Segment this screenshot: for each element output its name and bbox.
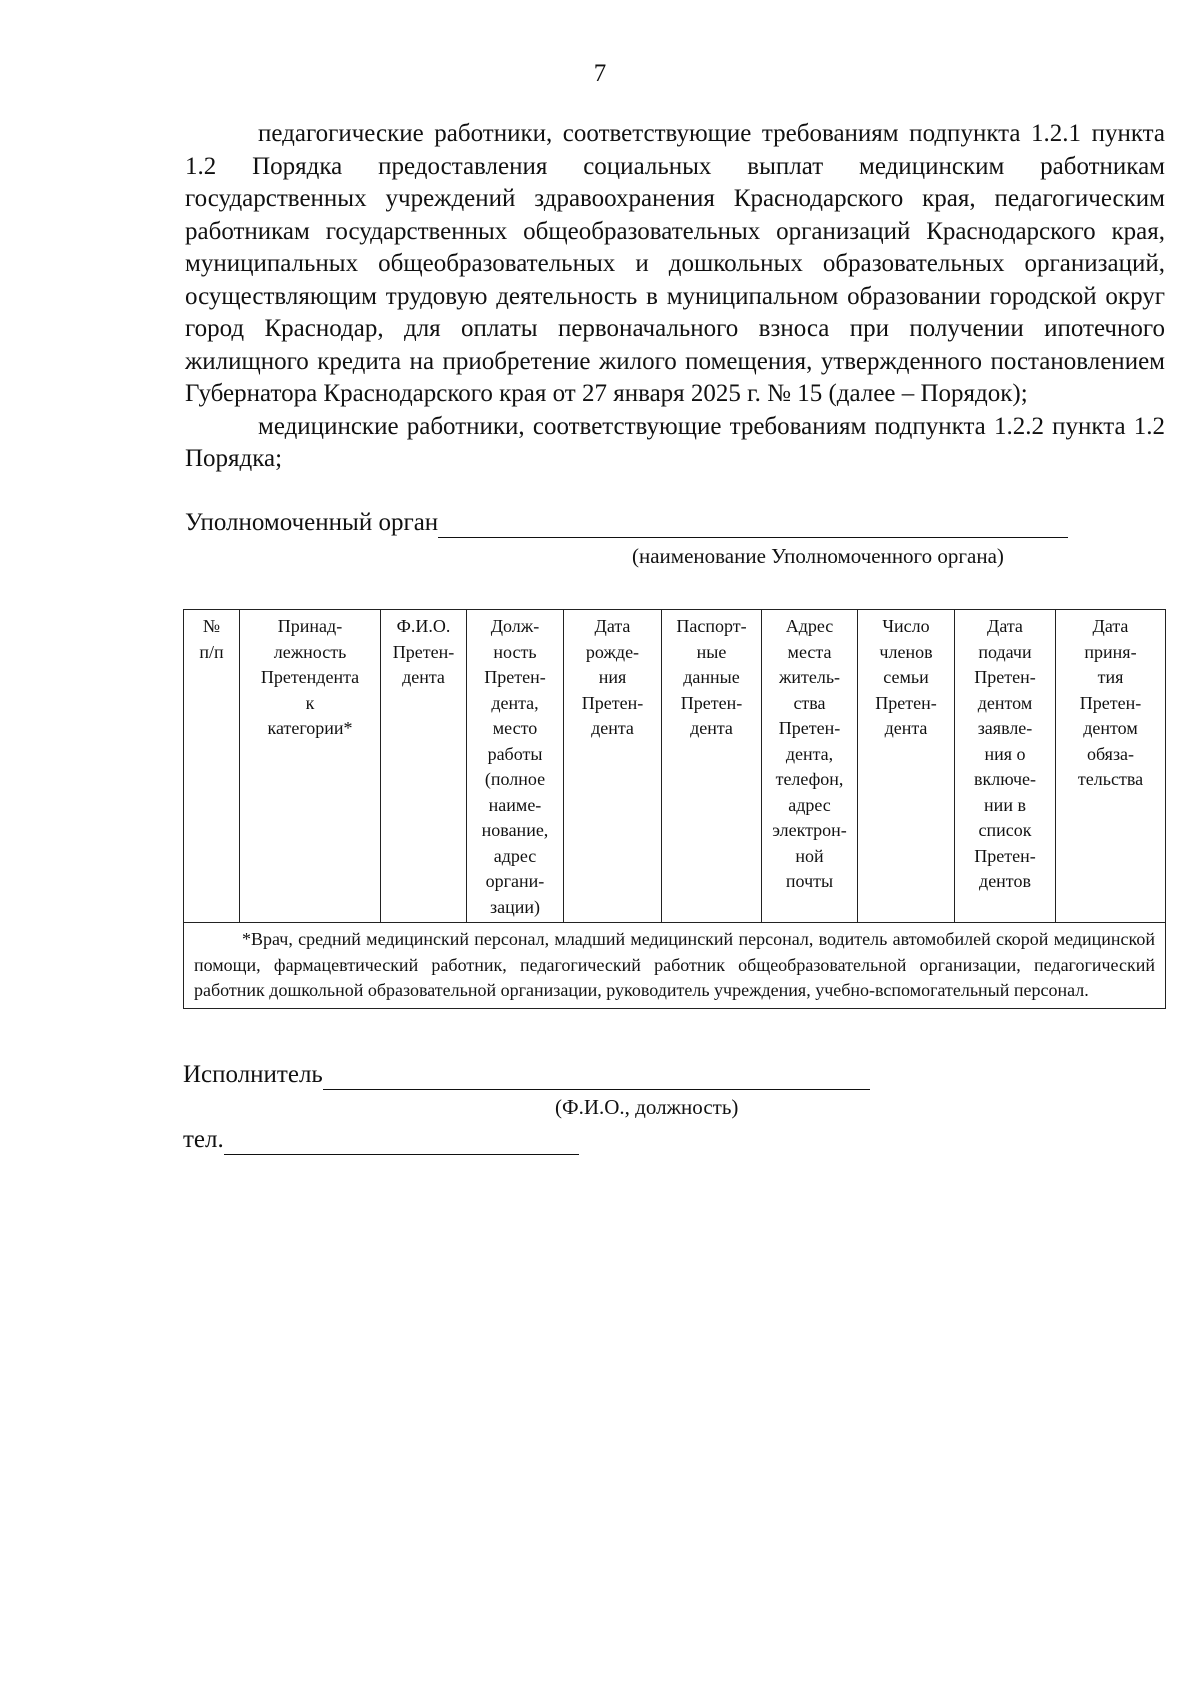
paragraph-medical: медицинские работники, соответствующие требованиям подпункта 1.2.2 пункта 1.2 Порядка; bbox=[185, 412, 1165, 472]
phone-blank-line bbox=[224, 1128, 579, 1155]
header-birth-date: Дата рожде- ния Претен- дента bbox=[564, 610, 662, 923]
header-category: Принад- лежность Претендента к категории* bbox=[240, 610, 381, 923]
body-text bbox=[185, 118, 1165, 476]
paragraph-teachers: педагогические работники, соответствующие требованиям подпункта 1.2.1 пункта 1.2 Порядка предоставления социальных выплат медицинским работникам государственных учреждений здравоохранения Краснодарского края, педагогическим работникам государственных общеобразовательных организаций Краснодарского края, муниципальных общеобразовательных и дошкольных образовательных организаций, осуществляющим трудовую деятельность в муниципальном образовании городской округ город Краснодар, для оплаты первоначального взноса при получении ипотечного жилищного кредита на приобретение жилого помещения, утвержденного постановлением Губернатора Краснодарского края от 27 января 2025 г. № 15 (далее – Порядок); bbox=[185, 120, 1165, 407]
header-passport: Паспорт- ные данные Претен- дента bbox=[662, 610, 762, 923]
header-application-date: Дата подачи Претен- дентом заявле- ния о включе- нии в список Претен- дентов bbox=[955, 610, 1056, 923]
header-obligation-date: Дата приня- тия Претен- дентом обяза- тельства bbox=[1056, 610, 1166, 923]
applicants-table bbox=[183, 609, 1166, 1009]
header-family-members: Число членов семьи Претен- дента bbox=[858, 610, 955, 923]
table-header-row bbox=[184, 610, 1166, 923]
table-footnote: *Врач, средний медицинский персонал, младший медицинский персонал, водитель автомобилей скорой медицинской помощи, фармацевтический работник, педагогический работник общеобразовательной организации, педагогический работник дошкольной образовательной организации, руководитель учреждения, учебно-вспомогательный персонал. bbox=[194, 929, 1155, 1000]
authority-blank-line bbox=[438, 511, 1068, 538]
table-footnote-cell bbox=[184, 923, 1166, 1009]
header-address: Адрес места житель- ства Претен- дента, телефон, адрес электрон- ной почты bbox=[762, 610, 858, 923]
table-footnote-row bbox=[184, 923, 1166, 1009]
phone-label: тел. bbox=[183, 1126, 224, 1153]
executor-line bbox=[183, 1060, 870, 1090]
page-number: 7 bbox=[593, 60, 607, 87]
authority-caption: (наименование Уполномоченного органа) bbox=[632, 544, 1004, 568]
executor-label: Исполнитель bbox=[183, 1061, 323, 1088]
authority-label: Уполномоченный орган bbox=[185, 509, 439, 536]
authority-line bbox=[185, 508, 1165, 538]
executor-blank-line bbox=[323, 1063, 870, 1090]
header-position: Долж- ность Претен- дента, место работы (полное наиме- нование, адрес органи- зации) bbox=[467, 610, 564, 923]
header-number: № п/п bbox=[184, 610, 240, 923]
phone-line bbox=[183, 1125, 579, 1155]
header-full-name: Ф.И.О. Претен- дента bbox=[381, 610, 467, 923]
executor-caption: (Ф.И.О., должность) bbox=[555, 1095, 739, 1119]
